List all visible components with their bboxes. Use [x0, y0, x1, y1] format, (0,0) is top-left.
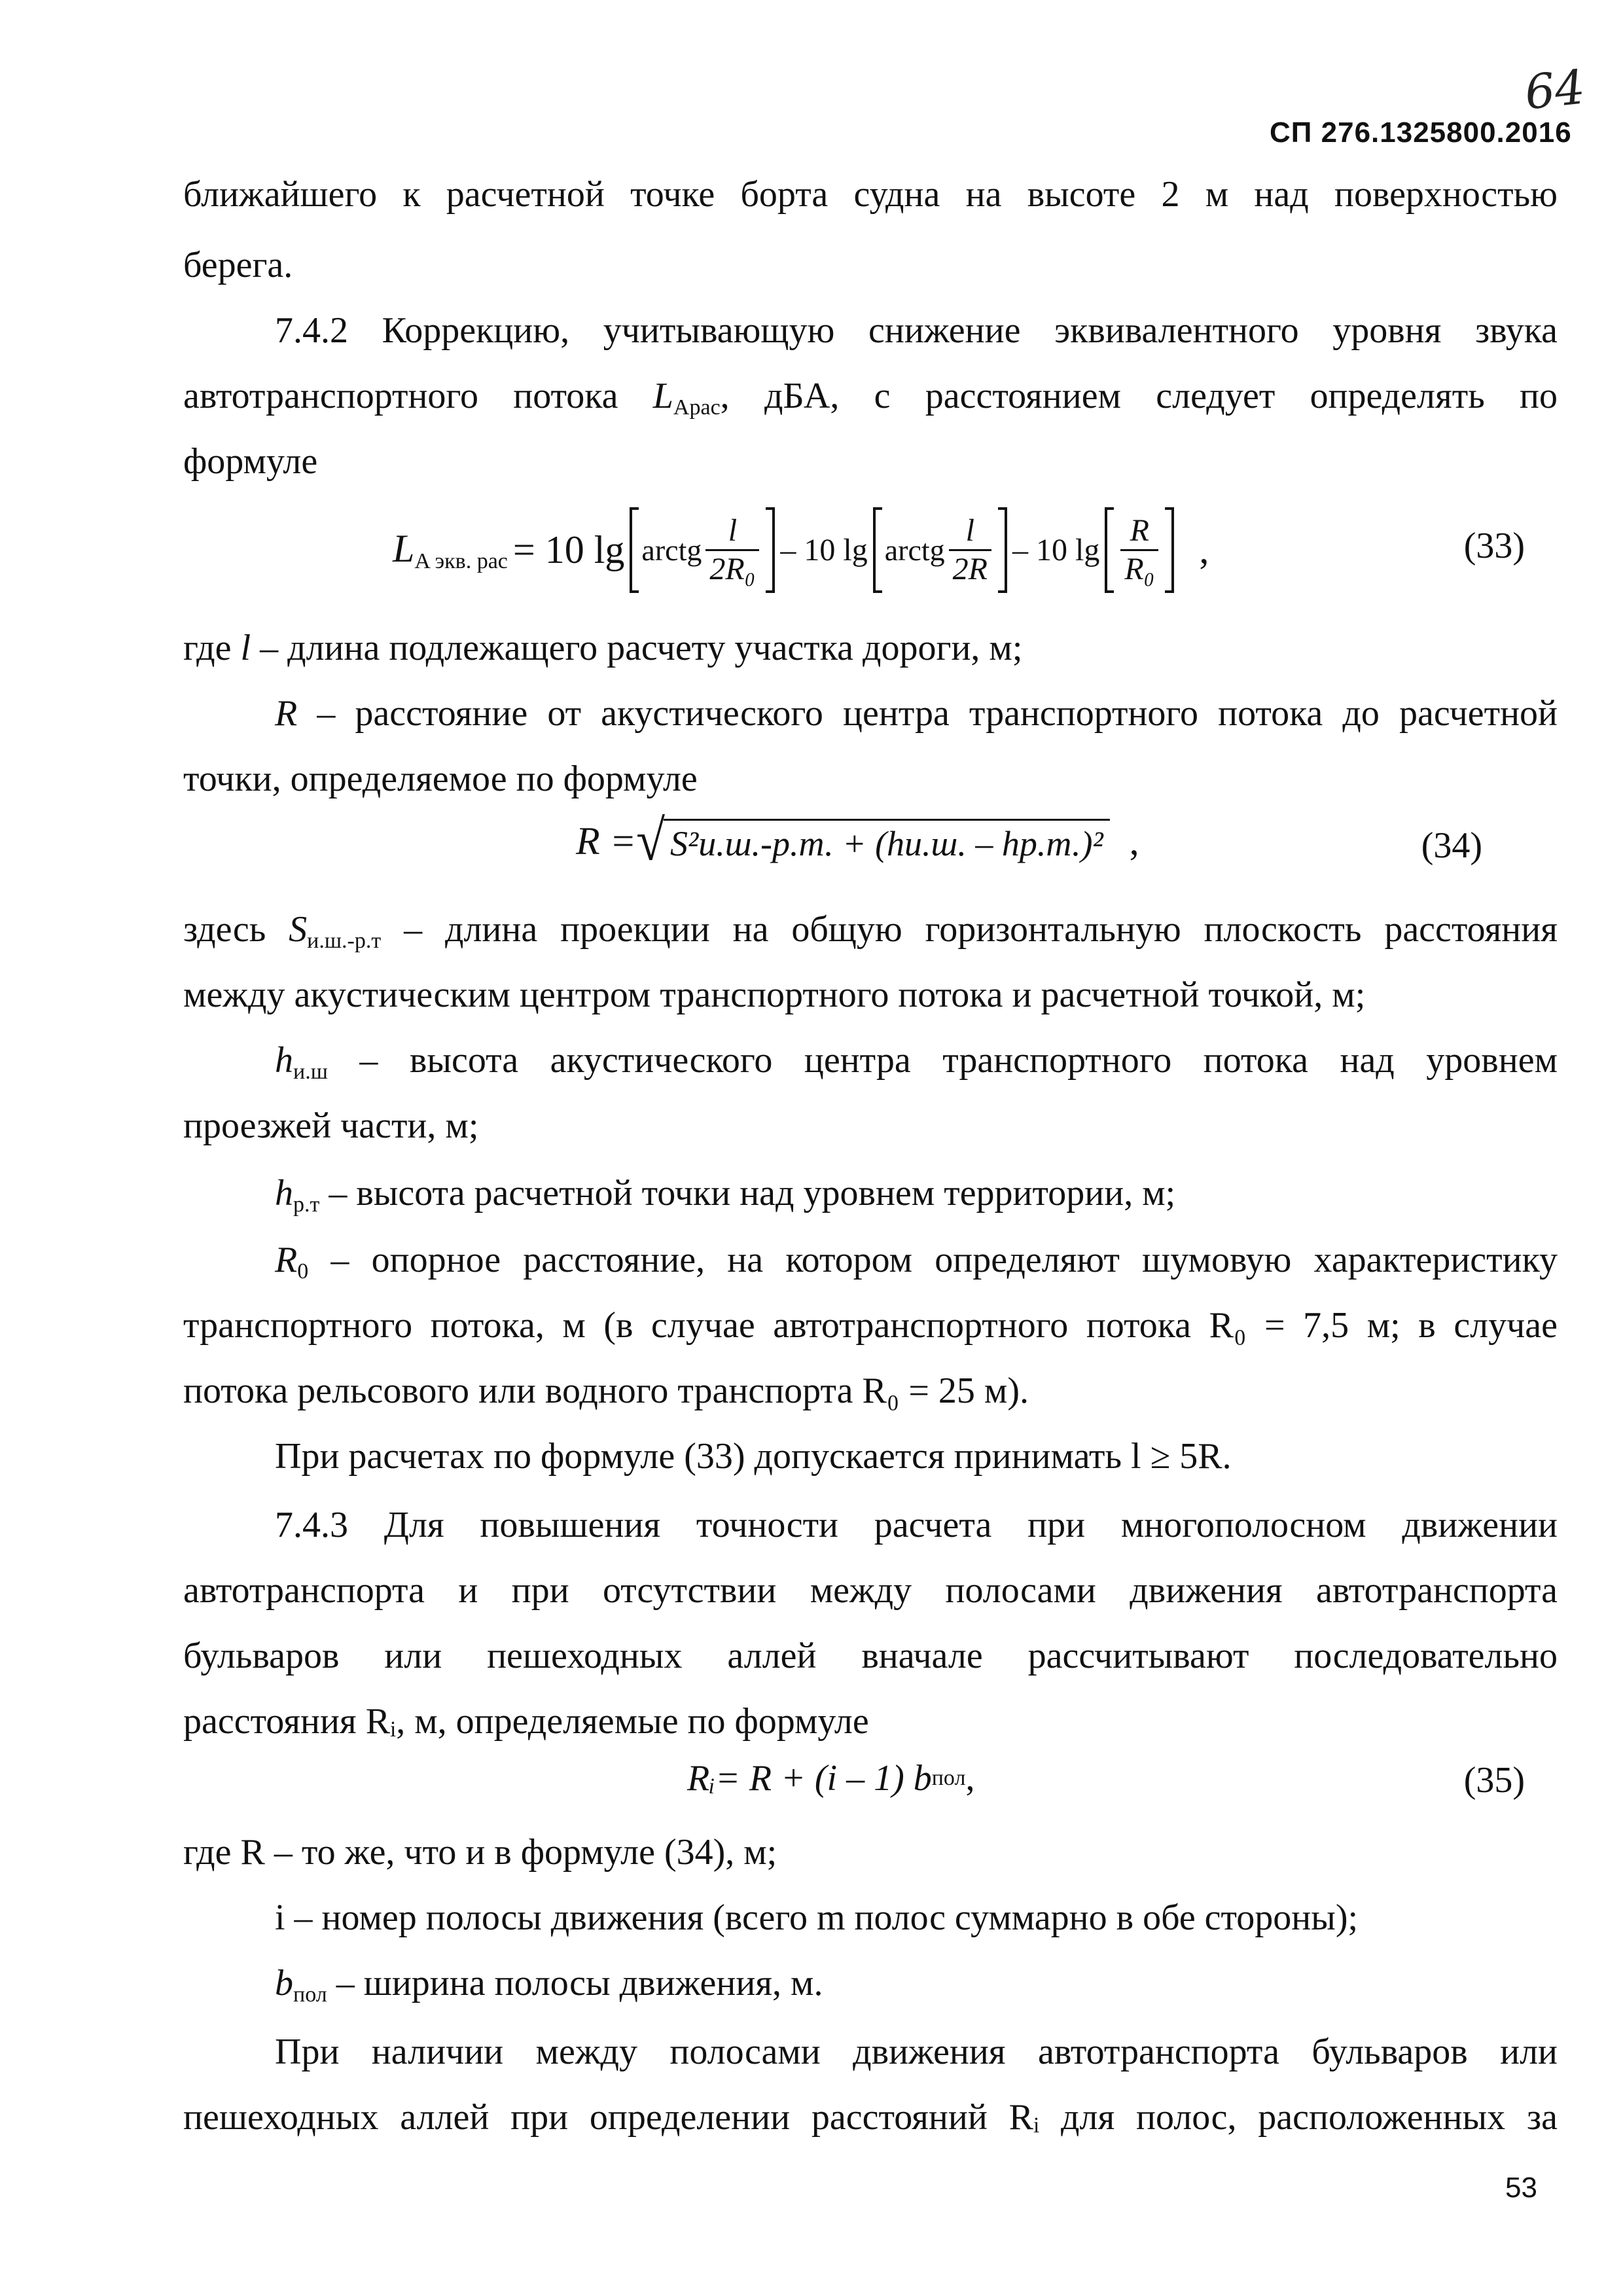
text-line: $h_{р.т}$ – высота расчетной точки над уровнем территории, м;: [275, 1173, 1176, 1217]
text-line: где l – длина подлежащего расчету участка дороги, м;: [183, 628, 1023, 668]
text-line: где R – то же, что и в формуле (34), м;: [183, 1832, 777, 1873]
equation-number-34: (34): [1421, 825, 1482, 866]
sqrt-icon: √: [636, 809, 666, 873]
text-line: здесь $S_{и.ш.-р.т}$ – длина проекции на общую горизонтальную плоскость расстояния: [183, 909, 1558, 953]
text-line: бульваров или пешеходных аллей вначале рассчитывают последовательно: [183, 1636, 1558, 1676]
formula-33: $L_{A экв. рас}$ = 10 lg arctg $\frac{l}{\text{2R₀}}$ – 10 lg arctg $\frac{l}{2R}$ – 10 lg $\frac{R}{\text{R₀}}$ ,: [393, 507, 1209, 593]
document-code: СП 276.1325800.2016: [1270, 117, 1572, 149]
text-line: формуле: [183, 441, 318, 482]
text-line: При расчетах по формуле (33) допускается принимать l ≥ 5R.: [275, 1436, 1232, 1477]
text-line: пешеходных аллей при определении расстояний Rᵢ для полос, расположенных за: [183, 2097, 1558, 2138]
page-number: 53: [1505, 2172, 1537, 2204]
text-line: точки, определяемое по формуле: [183, 759, 698, 799]
text-line: транспортного потока, м (в случае автотранспортного потока R₀ = 7,5 м; в случае: [183, 1305, 1558, 1346]
text-line: i – номер полосы движения (всего m полос суммарно в обе стороны);: [275, 1897, 1359, 1938]
text-line: $R_0$ – опорное расстояние, на котором определяют шумовую характеристику: [275, 1240, 1558, 1283]
handwritten-page-number: 64: [1522, 59, 1588, 120]
text-line: $b_{пол}$ – ширина полосы движения, м.: [275, 1963, 823, 2007]
text-line: ближайшего к расчетной точке борта судна на высоте 2 м над поверхностью: [183, 174, 1558, 215]
text-line: автотранспорта и при отсутствии между полосами движения автотранспорта: [183, 1570, 1558, 1611]
text-line: автотранспортного потока $L_{Aрас}$, дБА, с расстоянием следует определять по: [183, 376, 1558, 420]
equation-number-35: (35): [1463, 1760, 1525, 1801]
bracket-term-3: $\frac{R}{\text{R₀}}$: [1105, 507, 1174, 593]
paragraph-7-4-3: 7.4.3 Для повышения точности расчета при многополосном движении: [275, 1505, 1558, 1545]
text-line: проезжей части, м;: [183, 1105, 479, 1146]
formula-35: Rᵢ = R + (i – 1) b пол ,: [687, 1758, 975, 1799]
bracket-term-2: arctg $\frac{l}{2R}$: [873, 507, 1007, 593]
text-line: расстояния Rᵢ, м, определяемые по формуле: [183, 1701, 869, 1742]
bracket-term-1: arctg $\frac{l}{\text{2R₀}}$: [630, 507, 775, 593]
text-line: потока рельсового или водного транспорта R₀ = 25 м).: [183, 1371, 1029, 1411]
paragraph-7-4-2: 7.4.2 Коррекцию, учитывающую снижение эквивалентного уровня звука: [275, 310, 1558, 351]
text-line: При наличии между полосами движения автотранспорта бульваров или: [275, 2032, 1558, 2072]
text-line: берега.: [183, 245, 293, 285]
text-line: $h_{и.ш}$ – высота акустического центра транспортного потока над уровнем: [275, 1040, 1558, 1084]
equation-number-33: (33): [1463, 526, 1525, 566]
formula-34: R = √ S²и.ш.-р.т. + (hи.ш. – hр.т.)² ,: [576, 809, 1139, 873]
text-line: между акустическим центром транспортного потока и расчетной точкой, м;: [183, 975, 1366, 1015]
text-line: R – расстояние от акустического центра транспортного потока до расчетной: [275, 693, 1558, 734]
